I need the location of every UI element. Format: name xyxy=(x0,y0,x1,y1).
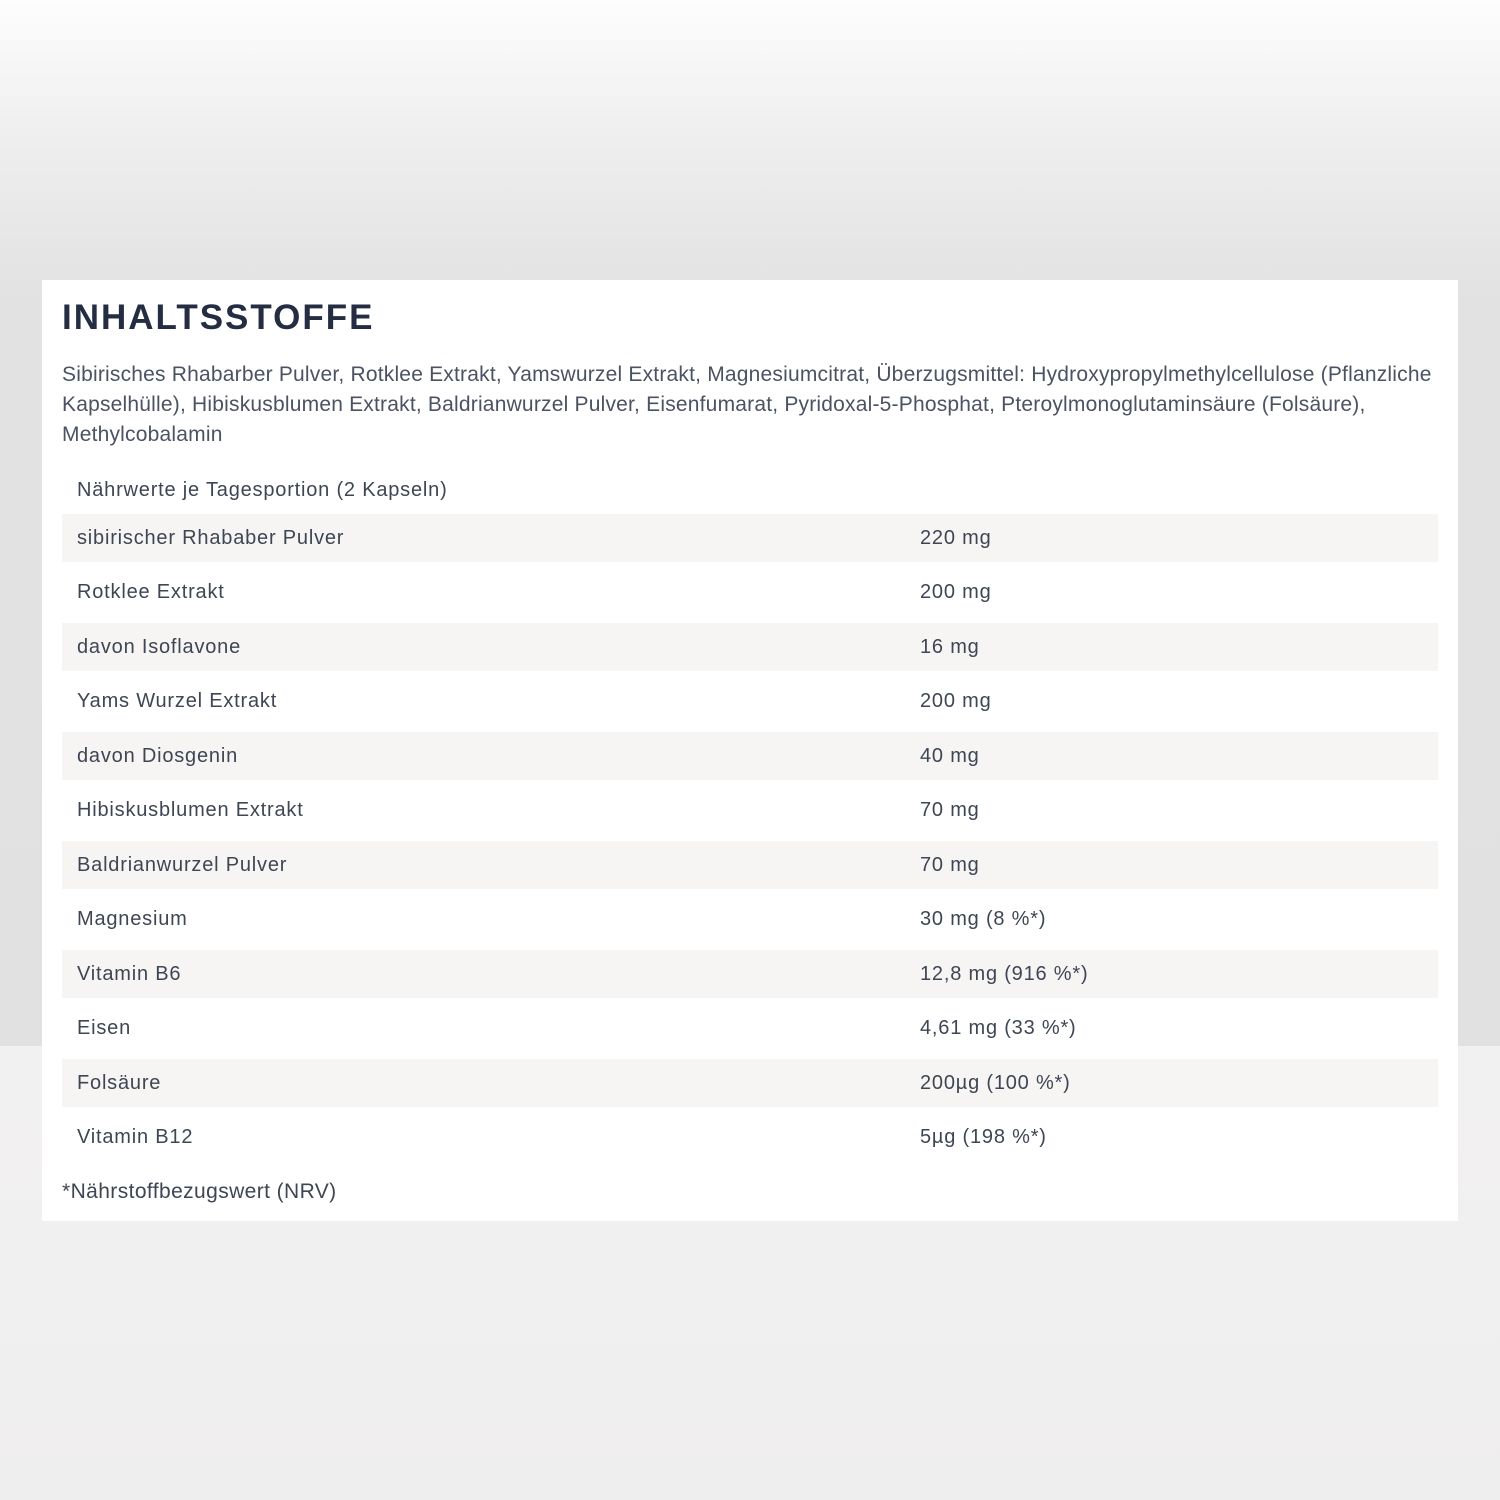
table-row xyxy=(62,623,1438,671)
table-row-label: Rotklee Extrakt xyxy=(77,581,225,603)
nutrition-table-rows xyxy=(62,514,1438,1162)
nutrition-table-header xyxy=(62,466,1438,514)
table-row xyxy=(62,1114,1438,1162)
ingredients-paragraph: Sibirisches Rhabarber Pulver, Rotklee Extrakt, Yamswurzel Extrakt, Magnesiumcitrat, Überzugsmittel: Hydroxypropylmethylcellulose (Pflanzliche Kapselhülle), Hibiskusblumen Extrakt, Baldrianwurzel Pulver, Eisenfumarat, Pyridoxal-5-Phosphat, Pteroylmonoglutaminsäure (Folsäure), Methylcobalamin xyxy=(62,363,1432,446)
table-row xyxy=(62,787,1438,835)
table-row xyxy=(62,732,1438,780)
table-row-value: 4,61 mg (33 %*) xyxy=(920,1017,1077,1039)
section-title: INHALTSSTOFFE xyxy=(62,298,375,337)
table-row-label: Baldrianwurzel Pulver xyxy=(77,853,288,876)
table-row-label: davon Isoflavone xyxy=(77,635,242,658)
table-row-label: Vitamin B6 xyxy=(77,962,182,985)
nrv-footnote: *Nährstoffbezugswert (NRV) xyxy=(62,1179,337,1203)
table-row-value: 220 mg xyxy=(920,526,992,549)
table-row-label: davon Diosgenin xyxy=(77,744,238,767)
table-row-value: 16 mg xyxy=(920,635,980,658)
table-row-value: 5µg (198 %*) xyxy=(920,1126,1047,1148)
table-row-value: 200 mg xyxy=(920,581,992,603)
nutrition-table-header-label: Nährwerte je Tagesportion (2 Kapseln) xyxy=(77,478,448,501)
table-row-label: Magnesium xyxy=(77,908,188,930)
table-row-label: Folsäure xyxy=(77,1071,162,1094)
table-row-label: Yams Wurzel Extrakt xyxy=(77,690,278,712)
table-row xyxy=(62,896,1438,944)
table-row-label: Hibiskusblumen Extrakt xyxy=(77,799,304,821)
table-row-label: Vitamin B12 xyxy=(77,1126,194,1148)
table-row xyxy=(62,514,1438,562)
table-row xyxy=(62,1005,1438,1053)
ingredients-card xyxy=(42,280,1458,1221)
table-row-value: 40 mg xyxy=(920,744,980,767)
table-row-value: 200µg (100 %*) xyxy=(920,1071,1071,1094)
nutrition-table xyxy=(62,466,1438,1162)
table-row-value: 70 mg xyxy=(920,853,980,876)
table-row xyxy=(62,569,1438,617)
table-row-label: sibirischer Rhababer Pulver xyxy=(77,526,345,549)
table-row xyxy=(62,1059,1438,1107)
table-row-value: 70 mg xyxy=(920,799,980,821)
table-row xyxy=(62,678,1438,726)
table-row-label: Eisen xyxy=(77,1017,132,1039)
table-row-value: 30 mg (8 %*) xyxy=(920,908,1047,930)
table-row xyxy=(62,841,1438,889)
table-row xyxy=(62,950,1438,998)
table-row-value: 200 mg xyxy=(920,690,992,712)
table-row-value: 12,8 mg (916 %*) xyxy=(920,962,1089,985)
